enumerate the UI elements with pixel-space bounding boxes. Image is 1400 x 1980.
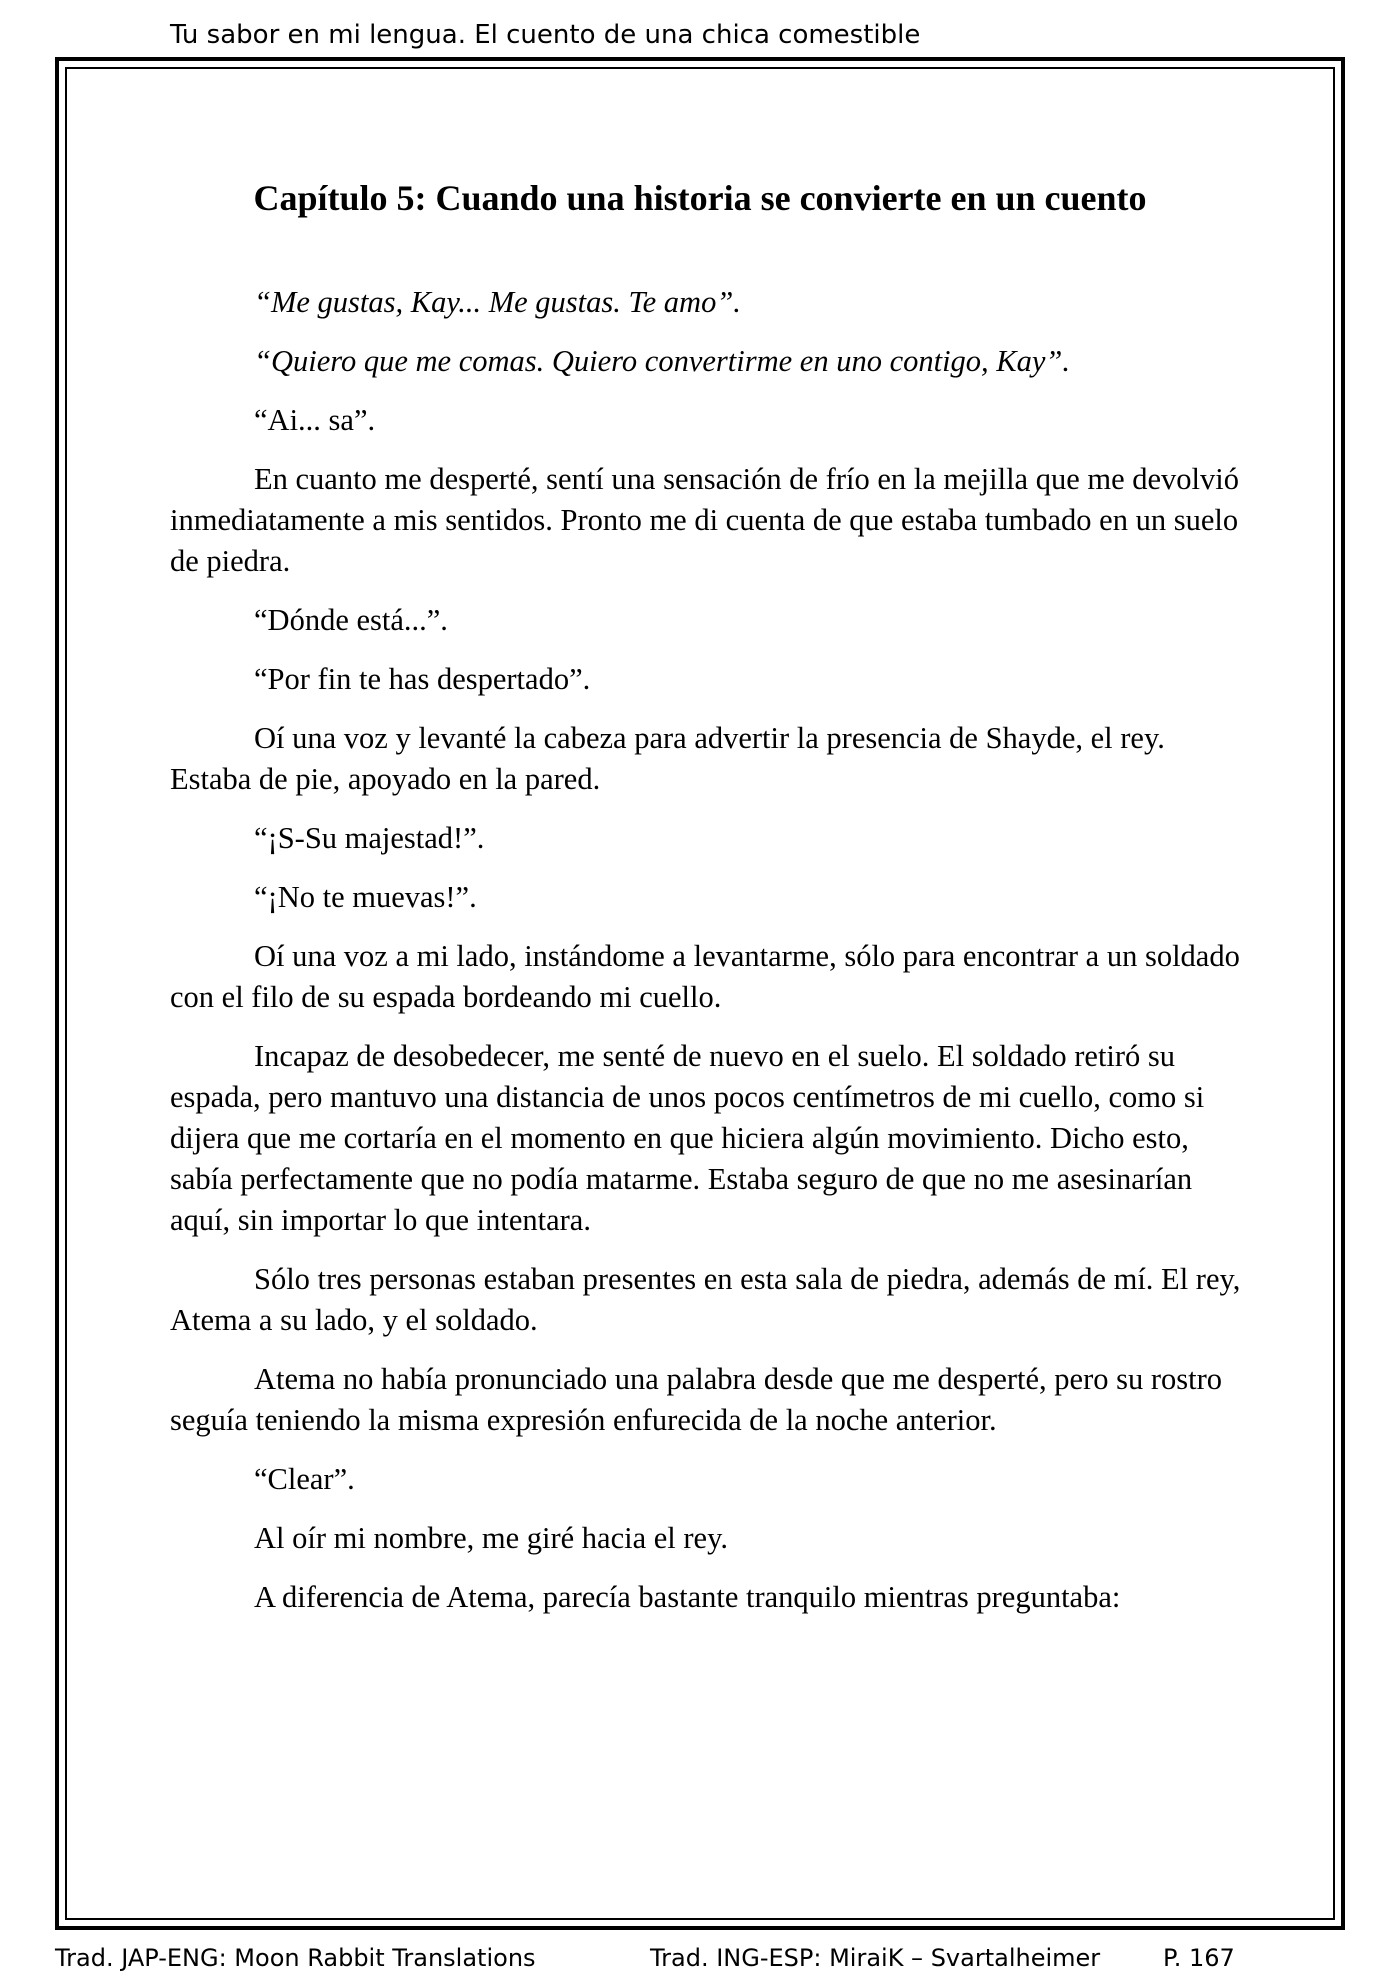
paragraph: Oí una voz a mi lado, instándome a levantarme, sólo para encontrar a un soldado con el filo de su espada bordeando mi cuello. xyxy=(170,939,1240,1014)
paragraph: “Quiero que me comas. Quiero convertirme en uno contigo, Kay”. xyxy=(254,344,1071,378)
paragraph: “Ai... sa”. xyxy=(254,403,376,437)
paragraph: “¡S-Su majestad!”. xyxy=(254,821,485,855)
paragraph: “¡No te muevas!”. xyxy=(254,880,477,914)
paragraph: En cuanto me desperté, sentí una sensación de frío en la mejilla que me devolvió inmediatamente a mis sentidos. Pronto me di cuenta de que estaba tumbado en un suelo de piedra. xyxy=(170,462,1239,578)
paragraph: Al oír mi nombre, me giré hacia el rey. xyxy=(254,1521,728,1555)
running-header: Tu sabor en mi lengua. El cuento de una chica comestible xyxy=(170,20,921,50)
paragraph: Atema no había pronunciado una palabra desde que me desperté, pero su rostro seguía teniendo la misma expresión enfurecida de la noche anterior. xyxy=(170,1362,1223,1437)
paragraph: “Por fin te has despertado”. xyxy=(254,662,591,696)
page-number: P. 167 xyxy=(1163,1944,1235,1972)
chapter-title: Capítulo 5: Cuando una historia se convierte en un cuento xyxy=(253,178,1147,218)
paragraph: “Dónde está...”. xyxy=(254,603,448,637)
paragraph: Oí una voz y levanté la cabeza para advertir la presencia de Shayde, el rey. Estaba de pie, apoyado en la pared. xyxy=(170,721,1165,796)
paragraph: Sólo tres personas estaban presentes en esta sala de piedra, además de mí. El rey, Atema a su lado, y el soldado. xyxy=(170,1262,1241,1337)
paragraph: Incapaz de desobedecer, me senté de nuevo en el suelo. El soldado retiró su espada, pero mantuvo una distancia de unos pocos centímetros de mi cuello, como si dijera que me cortaría en el momento en que hiciera algún movimiento. Dicho esto, sabía perfectamente que no podía matarme. Estaba seguro de que no me asesinarían aquí, sin importar lo que intentara. xyxy=(170,1039,1205,1237)
paragraph: A diferencia de Atema, parecía bastante tranquilo mientras preguntaba: xyxy=(254,1580,1121,1614)
body-text xyxy=(170,282,1250,1636)
footer-credit-ing-esp: Trad. ING-ESP: MiraiK – Svartalheimer xyxy=(650,1944,1101,1972)
footer-credit-jap-eng: Trad. JAP-ENG: Moon Rabbit Translations xyxy=(55,1944,536,1972)
paragraph: “Clear”. xyxy=(254,1462,355,1496)
paragraph: “Me gustas, Kay... Me gustas. Te amo”. xyxy=(254,285,741,319)
